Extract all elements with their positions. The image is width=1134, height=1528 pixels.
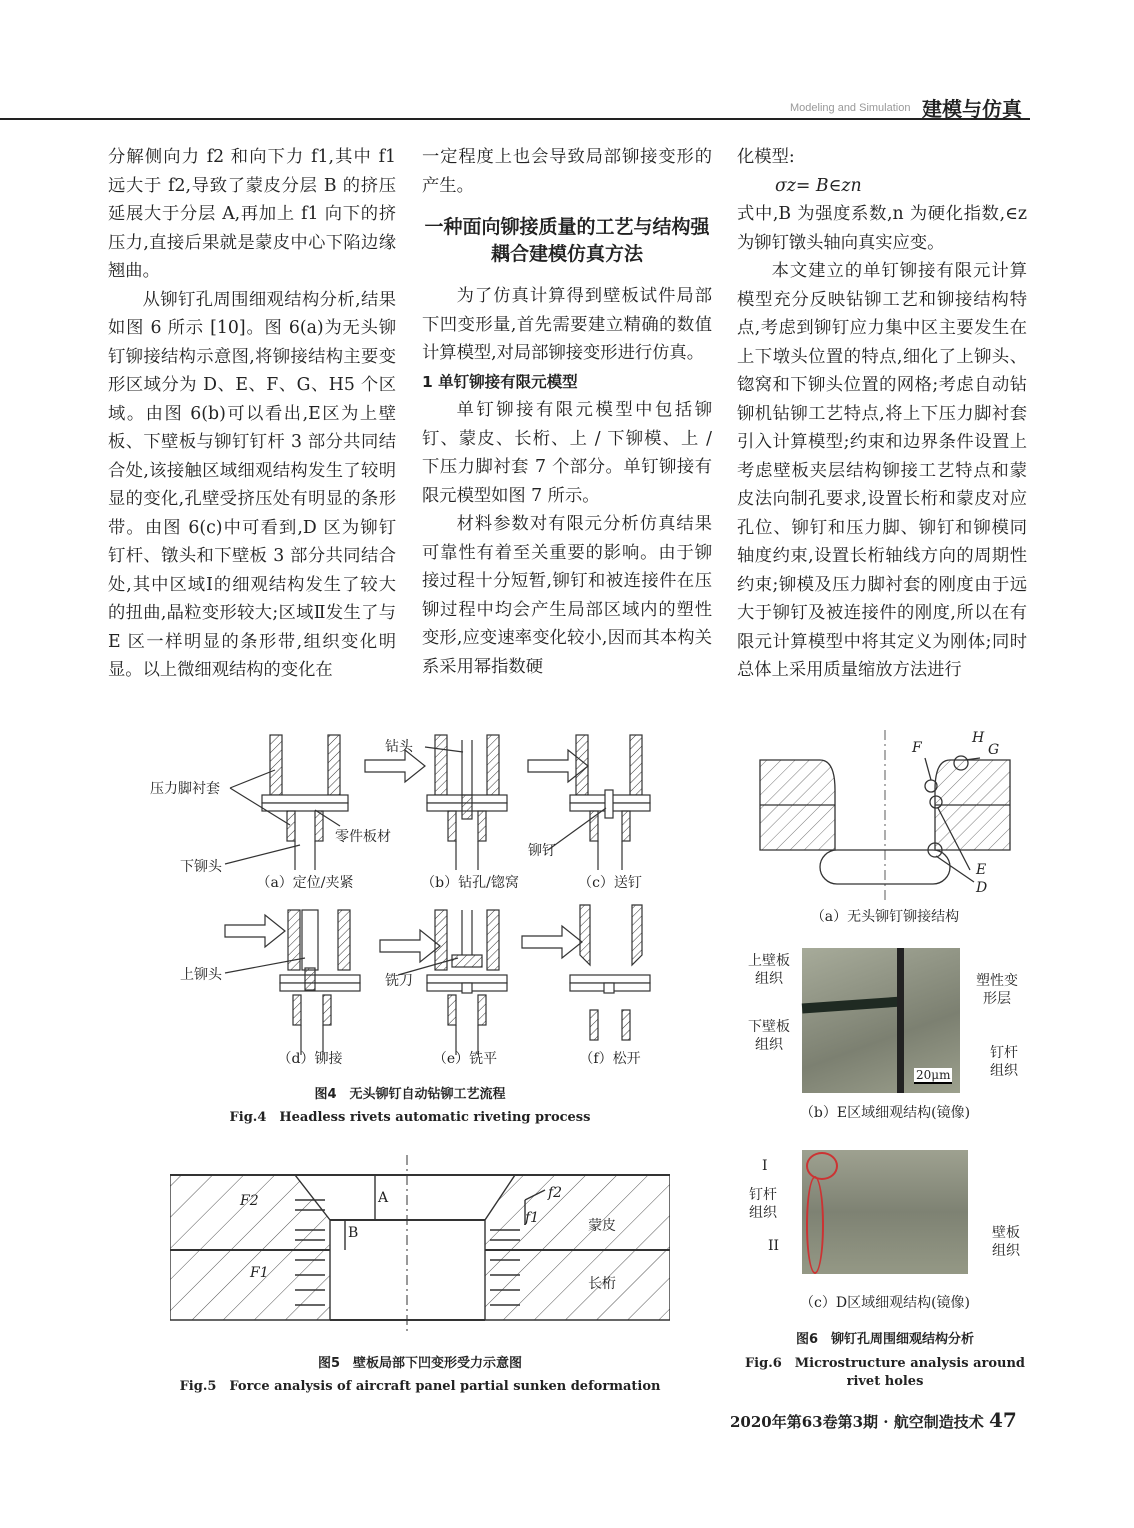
figure-6-caption-en-1: Fig.6 Microstructure analysis around bbox=[744, 1356, 1026, 1371]
figure-4-caption-en: Fig.4 Headless rivets automatic riveting process bbox=[229, 1110, 591, 1125]
header-section-cn: 建模与仿真 bbox=[922, 97, 1022, 121]
label-G: G bbox=[988, 742, 1000, 758]
label-II: II bbox=[768, 1238, 780, 1254]
subcaption-a: （a）定位/夹紧 bbox=[256, 875, 354, 891]
label-f2: f2 bbox=[548, 1185, 563, 1201]
paragraph: 本文建立的单钉铆接有限元计算模型充分反映钻铆工艺和铆接结构特点,考虑到铆钉应力集中区主要发生在上下墩头位置的特点,细化了上铆头、锪窝和下铆头位置的网格;考虑自动钻铆机钻铆工艺特点,将上下压力脚衬套引入计算模型;约束和边界条件设置上考虑壁板夹层结构铆接工艺特点和蒙皮法向制孔要求,设置长桁和蒙皮对应孔位、铆钉和压力脚、铆钉和铆模同轴度约束,设置长桁轴线方向的周期性约束;铆模及压力脚衬套的刚度由于远大于铆钉及被连接件的刚度,所以在有限元计算模型中将其定义为刚体;同时总体上采用质量缩放方法进行 bbox=[737, 261, 1027, 680]
label-f1: f1 bbox=[525, 1210, 540, 1226]
label-F: F bbox=[912, 740, 922, 756]
shank-boundary bbox=[897, 948, 904, 1093]
label-plastic-layer: 塑性变形层 bbox=[976, 973, 1018, 1007]
paragraph: 为了仿真计算得到壁板试件局部下凹变形量,首先需要建立精确的数值计算模型,对局部铆接变形进行仿真。 bbox=[422, 286, 712, 363]
header-section-en: Modeling and Simulation bbox=[790, 102, 911, 114]
label-bushing: 压力脚衬套 bbox=[150, 781, 220, 797]
label-lower-head: 下铆头 bbox=[180, 859, 222, 875]
label-E: E bbox=[976, 862, 987, 878]
label-A: A bbox=[378, 1190, 389, 1206]
label-skin: 蒙皮 bbox=[588, 1218, 616, 1234]
page-number: 47 bbox=[988, 1408, 1017, 1432]
label-H: H bbox=[972, 730, 985, 746]
scale-bar: 20μm bbox=[916, 1068, 951, 1082]
figure-5-caption-en: Fig.5 Force analysis of aircraft panel partial sunken deformation bbox=[179, 1379, 661, 1394]
text-column-3 bbox=[737, 143, 1027, 685]
subcaption-6a: （a）无头铆钉铆接结构 bbox=[810, 909, 960, 925]
region-II-marker bbox=[806, 1176, 824, 1274]
section-title: 一种面向铆接质量的工艺与结构强耦合建模仿真方法 bbox=[424, 216, 710, 265]
formula: σz= B∈zn bbox=[775, 175, 862, 196]
label-F1: F1 bbox=[250, 1265, 269, 1281]
paragraph: 材料参数对有限元分析仿真结果可靠性有着至关重要的影响。由于铆接过程十分短暂,铆钉和被连接件在压铆过程中均会产生局部区域内的塑性变形,应变速率变化较小,因而其本构关系采用幂指数硬 bbox=[422, 514, 712, 677]
label-panel: 壁板组织 bbox=[992, 1225, 1020, 1259]
force-analysis-diagram bbox=[170, 1155, 670, 1335]
subcaption-6b: （b）E区域细观结构(镜像) bbox=[799, 1105, 971, 1121]
footer bbox=[730, 1408, 1017, 1432]
subcaption-6c: （c）D区域细观结构(镜像) bbox=[800, 1295, 970, 1311]
paragraph: 一定程度上也会导致局部铆接变形的产生。 bbox=[422, 147, 712, 196]
region-I-marker bbox=[806, 1152, 838, 1180]
label-F2: F2 bbox=[240, 1193, 259, 1209]
plastic-layer-band bbox=[802, 997, 902, 1014]
label-drill: 钻头 bbox=[385, 739, 413, 755]
paragraph: 单钉铆接有限元模型中包括铆钉、蒙皮、长桁、上 / 下铆模、上 / 下压力脚衬套 7 个部分。单钉铆接有限元模型如图 7 所示。 bbox=[422, 400, 712, 506]
figure-6-caption-en-2: rivet holes bbox=[846, 1374, 924, 1389]
figure-6 bbox=[740, 730, 1030, 1400]
paragraph: 式中,B 为强度系数,n 为硬化指数,∈z 为铆钉镦头轴向真实应变。 bbox=[737, 204, 1027, 253]
paragraph: 从铆钉孔周围细观结构分析,结果如图 6 所示 [10]。图 6(a)为无头铆钉铆接结构示意图,将铆接结构主要变形区域分为 D、E、F、G、H5 个区域。由图 6(b)可以看出,E区为上壁板、下壁板与铆钉钉杆 3 部分共同结合处,该接触区域细观结构发生了较明显的变化,孔壁受挤压处有明显的条形带。由图 6(c)中可看到,D 区为铆钉钉杆、镦头和下壁板 3 部分共同结合处,其中区域Ⅰ的细观结构发生了较大的扭曲,晶粒变形较大;区域Ⅱ发生了与 E 区一样明显的条形带,组织变化明显。以上微细观结构的变化在 bbox=[108, 289, 396, 680]
subsection-title: 1 单钉铆接有限元模型 bbox=[422, 372, 578, 391]
label-D: D bbox=[976, 880, 988, 896]
label-lower-panel: 下壁板组织 bbox=[748, 1019, 790, 1053]
label-upper-panel: 上壁板组织 bbox=[748, 953, 790, 987]
label-shank-d: 钉杆组织 bbox=[749, 1187, 777, 1221]
figure-5-caption-cn: 图5 壁板局部下凹变形受力示意图 bbox=[317, 1356, 523, 1371]
subcaption-c: （c）送钉 bbox=[578, 875, 642, 891]
journal-issue: 2020年第63卷第3期 · 航空制造技术 bbox=[730, 1413, 984, 1431]
header-rule bbox=[0, 118, 1030, 120]
paragraph: 化模型: bbox=[737, 147, 795, 167]
micrograph-d-region bbox=[802, 1150, 968, 1274]
label-rivet: 铆钉 bbox=[528, 843, 556, 859]
subcaption-f: （f）松开 bbox=[579, 1051, 641, 1067]
text-column-2 bbox=[422, 143, 712, 681]
figure-6-caption-cn: 图6 铆钉孔周围细观结构分析 bbox=[795, 1332, 975, 1347]
subcaption-d: （d）铆接 bbox=[277, 1051, 343, 1067]
label-upper-head: 上铆头 bbox=[180, 967, 222, 983]
label-I: I bbox=[762, 1158, 768, 1174]
label-cutter: 铣刀 bbox=[385, 973, 413, 989]
micrograph-e-region bbox=[802, 948, 960, 1093]
label-B: B bbox=[348, 1225, 359, 1241]
figure-4 bbox=[140, 730, 680, 1130]
label-plate: 零件板材 bbox=[335, 829, 391, 845]
riveting-process-diagram bbox=[140, 730, 680, 1070]
text-column-1 bbox=[108, 143, 396, 685]
figure-4-caption-cn: 图4 无头铆钉自动钻铆工艺流程 bbox=[314, 1087, 506, 1102]
subcaption-b: （b）钻孔/锪窝 bbox=[421, 875, 519, 891]
figure-5 bbox=[170, 1155, 670, 1395]
subcaption-e: （e）铣平 bbox=[432, 1051, 498, 1067]
label-stringer: 长桁 bbox=[588, 1276, 616, 1292]
paragraph: 分解侧向力 f2 和向下力 f1,其中 f1 远大于 f2,导致了蒙皮分层 B 的挤压延展大于分层 A,再加上 f1 向下的挤压力,直接后果就是蒙皮中心下陷边缘翘曲。 bbox=[108, 147, 396, 281]
label-shank-e: 钉杆组织 bbox=[990, 1045, 1018, 1079]
rivet-joint-structure bbox=[740, 730, 1030, 900]
